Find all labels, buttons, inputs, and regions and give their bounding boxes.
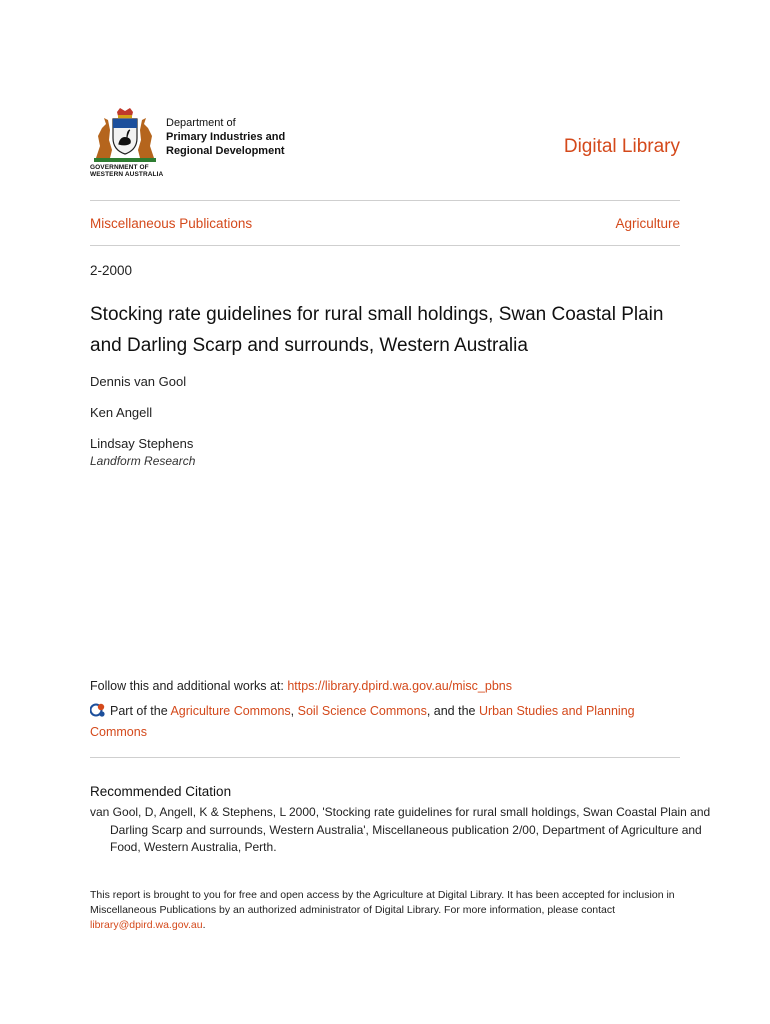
discipline-link[interactable]: Agriculture — [615, 216, 680, 231]
commons-prefix: Part of the — [110, 704, 171, 718]
author-2: Ken Angell — [90, 405, 153, 420]
contact-email-link[interactable]: library@dpird.wa.gov.au — [90, 919, 203, 931]
divider-categories — [90, 245, 680, 246]
wa-crest-icon — [90, 106, 160, 164]
divider-top — [90, 200, 680, 201]
publication-date: 2-2000 — [90, 263, 133, 278]
collection-url-link[interactable]: https://library.dpird.wa.gov.au/misc_pbns — [287, 679, 512, 693]
gov-line-2: WESTERN AUSTRALIA — [90, 171, 164, 178]
commons-sep-2: , and the — [426, 704, 479, 718]
header — [90, 106, 680, 182]
author-1: Dennis van Gool — [90, 374, 187, 389]
gov-line-1: GOVERNMENT OF — [90, 164, 149, 171]
author-affiliation: Landform Research — [90, 454, 196, 468]
document-title: Stocking rate guidelines for rural small holdings, Swan Coastal Plain and Darling Scarp and surrounds, Western Australia — [90, 304, 664, 356]
follow-line — [90, 679, 512, 693]
citation-text: van Gool, D, Angell, K & Stephens, L 2000, 'Stocking rate guidelines for rural small holdings, Swan Coastal Plain and Darling Scarp and surrounds, Western Australia', Miscellaneous publication 2/00, Department of Agriculture and Food, Western Australia, Perth. — [90, 805, 711, 854]
dpird-logo[interactable] — [90, 106, 310, 182]
commons-sep-1: , — [290, 704, 298, 718]
government-label — [90, 164, 163, 178]
urban-studies-commons-link[interactable]: Urban Studies and Planning Commons — [90, 704, 635, 739]
series-link[interactable]: Miscellaneous Publications — [90, 216, 253, 231]
agriculture-commons-link[interactable]: Agriculture Commons — [170, 704, 291, 718]
org-line-3: Regional Development — [166, 145, 285, 157]
citation-heading: Recommended Citation — [90, 784, 232, 799]
network-commons-icon — [90, 702, 108, 718]
access-statement — [90, 888, 690, 933]
org-name — [166, 116, 285, 158]
divider-citation — [90, 757, 680, 758]
commons-line — [90, 701, 680, 743]
org-line-2: Primary Industries and — [166, 131, 286, 143]
digital-library-link[interactable]: Digital Library — [563, 136, 680, 157]
soil-science-commons-link[interactable]: Soil Science Commons — [297, 704, 427, 718]
footer-text: This report is brought to you for free and open access by the Agriculture at Digital Library. It has been accepted for inclusion in Miscellaneous Publications by an authorized administrator of Digital Library. For more information, please contact — [90, 889, 675, 916]
author-3: Lindsay Stephens — [90, 436, 194, 451]
footer-end: . — [202, 919, 206, 931]
org-line-1: Department of — [166, 117, 236, 129]
follow-text: Follow this and additional works at: — [90, 679, 288, 693]
cover-page — [90, 0, 711, 1024]
